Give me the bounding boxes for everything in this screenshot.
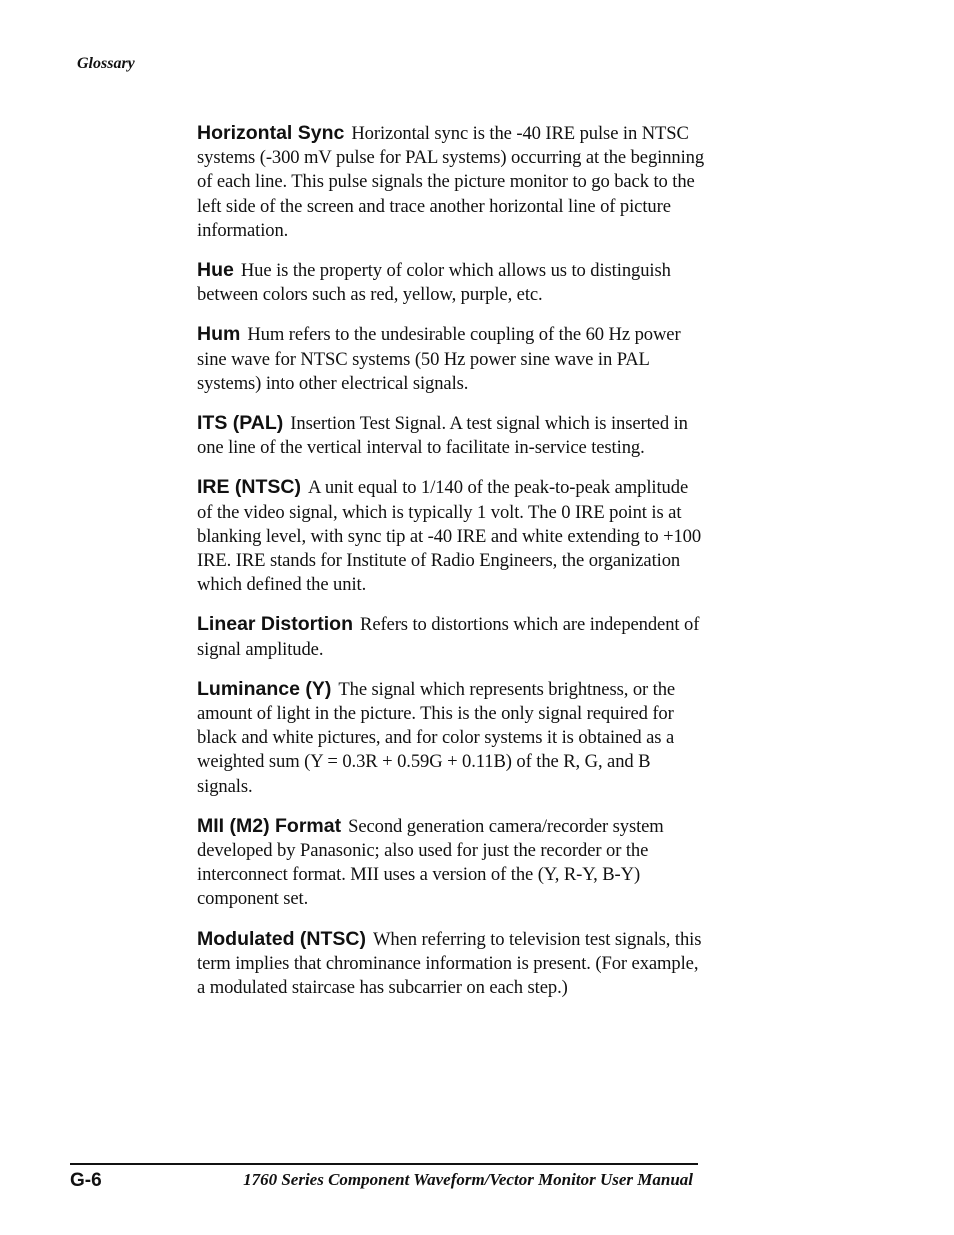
glossary-entry: [197, 121, 707, 243]
glossary-term: Linear Distortion: [197, 613, 354, 636]
glossary-term: Hum: [197, 323, 241, 346]
glossary-definition: Insertion Test Signal. A test signal which is inserted in one line of the vertical interval to facilitate in-service testing.: [197, 413, 688, 459]
glossary-entry: [197, 475, 707, 597]
glossary-definition: The signal which represents brightness, or the amount of light in the picture. This is the only signal required for black and white pictures, and for color systems it is obtained as a weighted sum (Y = 0.3R + 0.59G + 0.11B) of the R, G, and B signals.: [197, 678, 676, 797]
glossary-term: Hue: [197, 259, 234, 282]
glossary-entry: [197, 927, 707, 1001]
glossary-term: ITS (PAL): [197, 412, 284, 435]
running-head: Glossary: [77, 55, 135, 72]
glossary-definition: A unit equal to 1/140 of the peak-to-peak amplitude of the video signal, which is typically 1 volt. The 0 IRE point is at blanking level, with sync tip at -40 IRE and white extending to +100 IRE. IRE stands for Institute of Radio Engineers, the organization which defined the unit.: [197, 477, 702, 596]
glossary-entry: [197, 612, 707, 661]
glossary-definition: Hue is the property of color which allows us to distinguish between colors such as red, yellow, purple, etc.: [197, 260, 671, 306]
glossary-definition: Refers to distortions which are independent of signal amplitude.: [197, 614, 700, 660]
glossary-entry: [197, 411, 707, 460]
glossary-entry: [197, 322, 707, 396]
glossary-term: IRE (NTSC): [197, 476, 301, 499]
glossary-entry: [197, 814, 707, 912]
glossary-definition: Horizontal sync is the -40 IRE pulse in NTSC systems (-300 mV pulse for PAL systems) occurring at the beginning of each line. This pulse signals the picture monitor to go back to the left side of the screen and trace another horizontal line of picture information.: [197, 123, 705, 241]
manual-title: 1760 Series Component Waveform/Vector Monitor User Manual: [243, 1170, 693, 1189]
page-number: G-6: [70, 1170, 102, 1191]
glossary-term: Luminance (Y): [197, 677, 332, 700]
glossary-entries: [197, 121, 707, 1015]
glossary-term: Horizontal Sync: [197, 122, 345, 144]
footer-rule: [70, 1163, 698, 1165]
glossary-definition: Second generation camera/recorder system developed by Panasonic; also used for just the recorder or the interconnect format. MII uses a version of the (Y, R-Y, B-Y) component set.: [197, 815, 664, 910]
glossary-term: Modulated (NTSC): [197, 927, 366, 950]
glossary-entry: [197, 677, 707, 799]
glossary-definition: Hum refers to the undesirable coupling of the 60 Hz power sine wave for NTSC systems (50 Hz power sine wave in PAL systems) into other electrical signals.: [197, 324, 681, 394]
glossary-definition: When referring to television test signals, this term implies that chrominance information is present. (For example, a modulated staircase has subcarrier on each step.): [197, 928, 702, 999]
glossary-term: MII (M2) Format: [197, 814, 342, 837]
glossary-entry: [197, 258, 707, 307]
